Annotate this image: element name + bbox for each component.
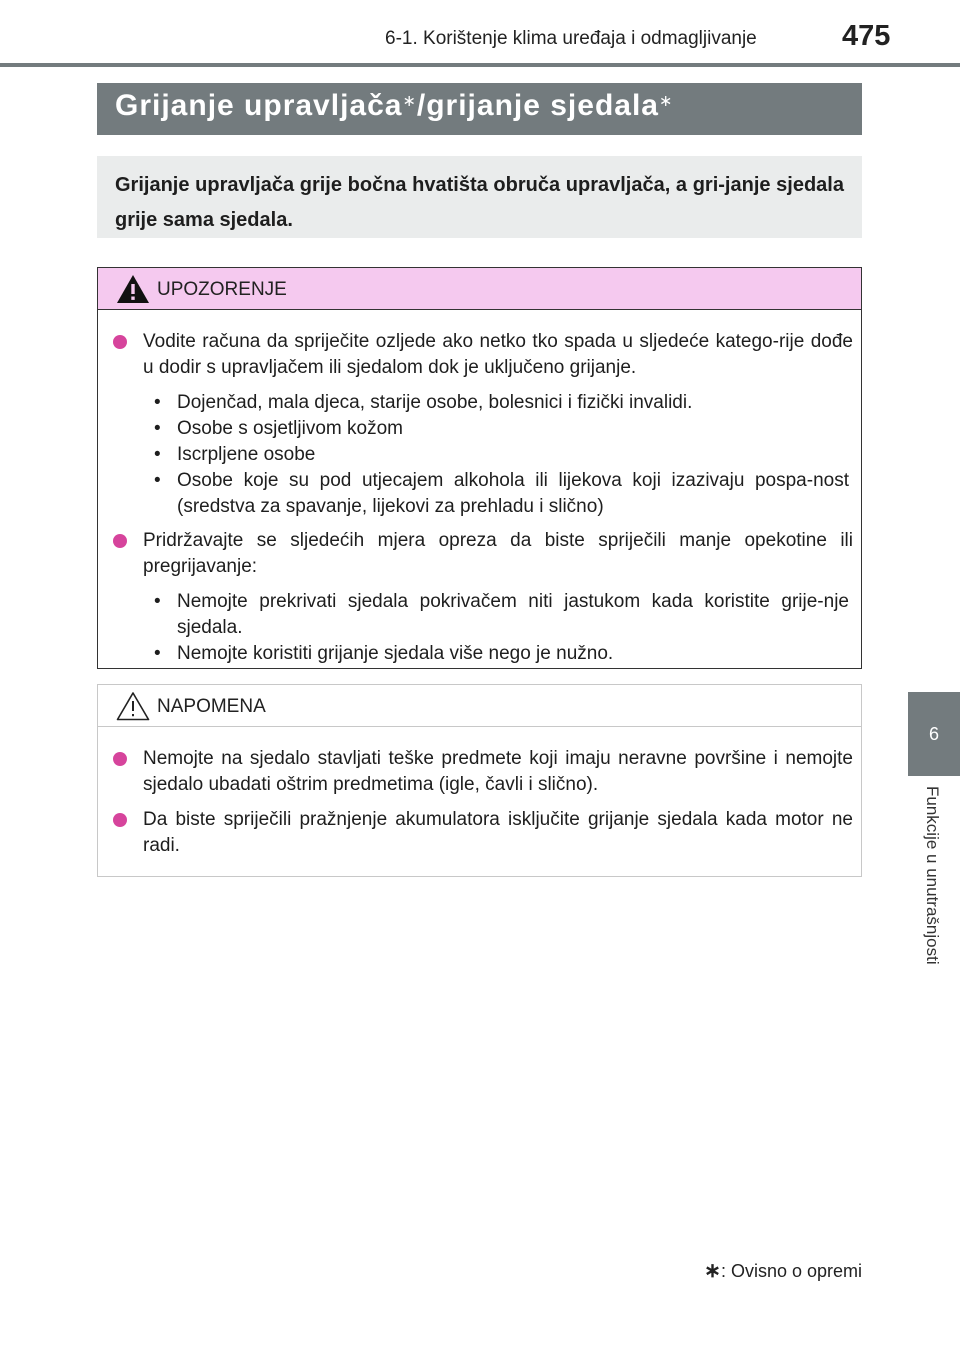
note-item-text: Nemojte na sjedalo stavljati teške predmete koji imaju neravne površine i nemojte sjedalo ubadati oštrim predmetima (igle, čavli i slično). [143, 748, 853, 795]
note-header [98, 685, 861, 727]
bullet-dot-icon [113, 752, 127, 766]
warning-item [113, 329, 853, 381]
warning-item [113, 528, 853, 580]
list-item [143, 390, 853, 416]
bullet-dot-icon [113, 534, 127, 548]
warning-header [98, 268, 861, 310]
section-title-part1: Grijanje upravljača [115, 89, 403, 122]
list-item [143, 641, 853, 667]
bullet-icon: • [154, 591, 161, 612]
intro-text: Grijanje upravljača grije bočna hvatišta obruča upravljača, a gri-janje sjedala grije sama sjedala. [115, 174, 844, 231]
page-number: 475 [842, 20, 891, 52]
warning-label: UPOZORENJE [157, 279, 287, 300]
list-item-text: Osobe koje su pod utjecajem alkohola ili lijekova koji izazivaju pospa-nost (sredstva za spavanje, lijekovi za prehladu i slično) [177, 470, 849, 517]
warning-body [98, 310, 861, 667]
header-divider [0, 63, 960, 67]
list-item [143, 416, 853, 442]
list-item-text: Dojenčad, mala djeca, starije osobe, bolesnici i fizički invalidi. [177, 392, 693, 413]
intro-summary [97, 156, 862, 238]
bullet-icon: • [154, 418, 161, 439]
warning-triangle-icon [116, 274, 150, 304]
list-item-text: Iscrpljene osobe [177, 444, 316, 465]
list-item-text: Nemojte prekrivati sjedala pokrivačem niti jastukom kada koristite grije-nje sjedala. [177, 591, 849, 638]
warning-box [97, 267, 862, 669]
caution-triangle-icon [116, 691, 150, 721]
bullet-icon: • [154, 643, 161, 664]
bullet-icon: • [154, 392, 161, 413]
bullet-dot-icon [113, 813, 127, 827]
warning-subitems [113, 390, 853, 520]
list-item [143, 468, 853, 520]
bullet-icon: • [154, 470, 161, 491]
warning-item-text: Vodite računa da spriječite ozljede ako netko tko spada u sljedeće katego-rije dođe u dodir s upravljačem ili sjedalom dok je uključeno grijanje. [143, 331, 853, 378]
footnote [704, 1258, 862, 1283]
note-item [113, 807, 853, 859]
list-item [143, 589, 853, 641]
footnote-mark: ∗ [658, 93, 674, 110]
note-body [98, 727, 861, 859]
note-box [97, 684, 862, 877]
note-item [113, 746, 853, 798]
footnote-mark: ∗ [402, 93, 417, 110]
note-label: NAPOMENA [157, 696, 266, 717]
note-item-text: Da biste spriječili pražnjenje akumulatora isključite grijanje sjedala kada motor ne radi. [143, 809, 853, 856]
list-item [143, 442, 853, 468]
bullet-dot-icon [113, 335, 127, 349]
chapter-tab-label: Funkcije u unutrašnjosti [923, 786, 942, 965]
section-title-part2: /grijanje sjedala [416, 89, 659, 122]
list-item-text: Osobe s osjetljivom kožom [177, 418, 403, 439]
warning-subitems [113, 589, 853, 667]
chapter-tab [908, 692, 960, 776]
footnote-text: : Ovisno o opremi [720, 1261, 862, 1281]
warning-item-text: Pridržavajte se sljedećih mjera opreza da biste spriječili manje opekotine ili pregrijavanje: [143, 530, 853, 577]
section-title [97, 83, 862, 135]
footnote-mark: ∗ [704, 1260, 721, 1282]
list-item-text: Nemojte koristiti grijanje sjedala više nego je nužno. [177, 643, 614, 664]
chapter-tab-number: 6 [928, 723, 939, 744]
bullet-icon: • [154, 444, 161, 465]
chapter-title: 6-1. Korištenje klima uređaja i odmagljivanje [385, 28, 757, 49]
